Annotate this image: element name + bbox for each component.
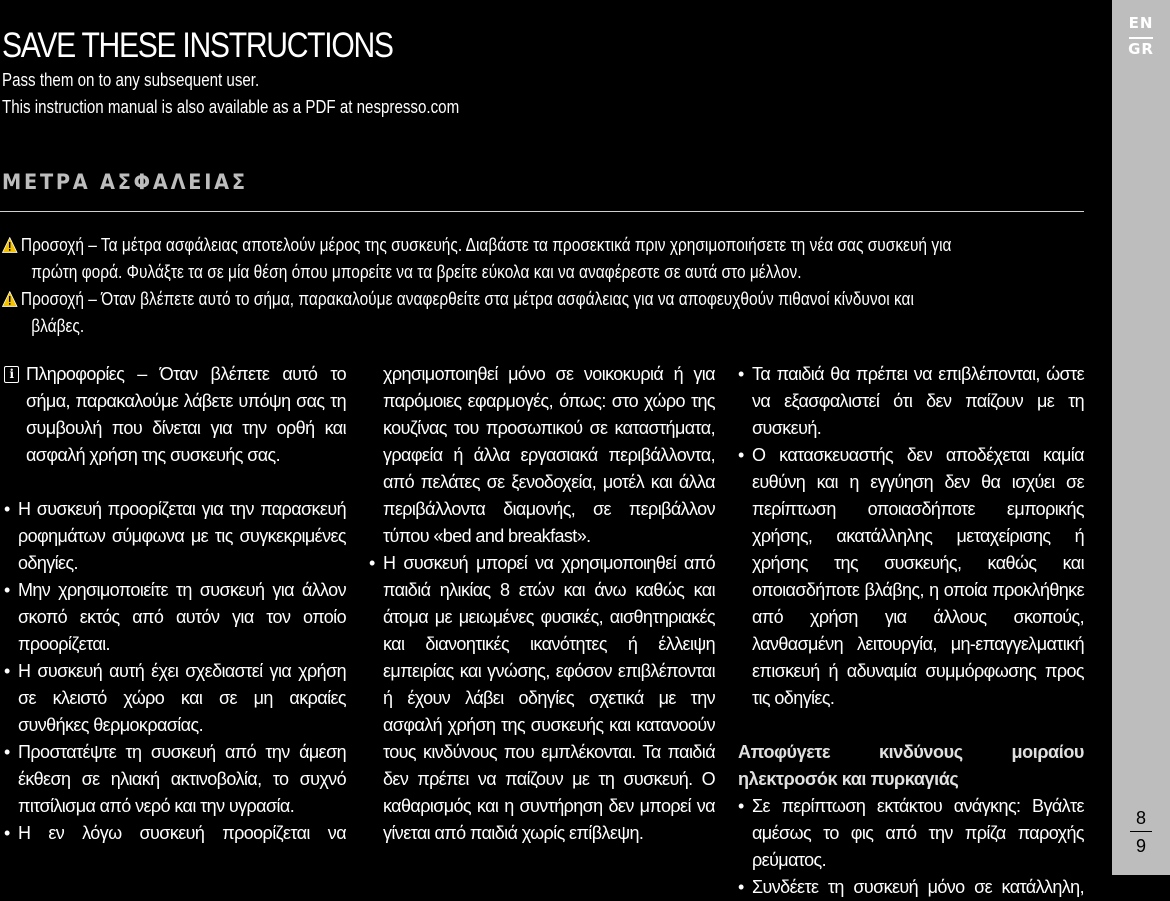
warning-text-line-2: βλάβες. xyxy=(31,316,85,336)
warning-block xyxy=(2,232,1097,286)
info-note-text: Πληροφορίες – Όταν βλέπετε αυτό το σήμα, παρακαλούμε λάβετε υπόψη σας τη συμβουλή που δίνεται για την ορθή και ασφαλή χρήση της συσκευής σας. xyxy=(26,364,346,465)
language-en-label[interactable]: EN xyxy=(1128,14,1154,32)
list-item xyxy=(4,577,346,658)
bullet-mark: • xyxy=(738,796,744,816)
bullet-mark: • xyxy=(4,580,10,600)
list-item-text: Σε περίπτωση εκτάκτου ανάγκης: Βγάλτε αμέσως το φις από την πρίζα παροχής ρεύματος. xyxy=(752,796,1084,870)
warning-block xyxy=(2,286,1097,340)
column-2 xyxy=(369,361,715,847)
warning-text-line-1: Προσοχή – Όταν βλέπετε αυτό το σήμα, παρακαλούμε αναφερθείτε στα μέτρα ασφάλειας για να αποφευχθούν πιθανοί κίνδυνοι και xyxy=(20,289,914,309)
warning-text-line-2: πρώτη φορά. Φυλάξτε τα σε μία θέση όπου μπορείτε να τα βρείτε εύκολα και να αναφέρεστε σε αυτά στο μέλλον. xyxy=(31,262,802,282)
list-item-text: Ο κατασκευαστής δεν αποδέχεται καμία ευθύνη και η εγγύηση δεν θα ισχύει σε περίπτωση οποιασδήποτε εμπορικής χρήσης, ακατάλληλης μεταχείρισης ή χρήσης της συσκευής, καθώς και οποιασδήποτε βλάβης, η οποία προκλήθηκε από χρήση για άλλους σκοπούς, λανθασμένη λειτουργία, μη-επαγγελματική επισκευή ή αδυναμία συμμόρφωσης προς τις οδηγίες. xyxy=(752,445,1084,708)
list-item-continuation xyxy=(369,361,715,550)
list-item xyxy=(4,658,346,739)
page-number-divider xyxy=(1130,831,1152,832)
warning-triangle-icon xyxy=(2,291,17,307)
page-title: SAVE THESE INSTRUCTIONS xyxy=(2,26,393,65)
list-item xyxy=(4,820,346,847)
list-item-text: Τα παιδιά θα πρέπει να επιβλέπονται, ώστε να εξασφαλιστεί ότι δεν παίζουν με τη συσκευή. xyxy=(752,364,1084,438)
page-number-left: 8 xyxy=(1135,808,1146,828)
list-item xyxy=(4,496,346,577)
warning-text-line-1: Προσοχή – Τα μέτρα ασφάλειας αποτελούν μέρος της συσκευής. Διαβάστε τα προσεκτικά πριν χρησιμοποιήσετε τη νέα σας συσκευή για xyxy=(20,235,952,255)
heading-divider xyxy=(0,211,1084,212)
bullet-mark: • xyxy=(4,742,10,762)
column-3 xyxy=(738,361,1084,901)
bullet-mark: • xyxy=(4,823,10,843)
subtitle-line-2: This instruction manual is also available as a PDF at nespresso.com xyxy=(2,97,460,117)
list-item-text: Η συσκευή αυτή έχει σχεδιαστεί για χρήση σε κλειστό χώρο και σε μη ακραίες συνθήκες θερμοκρασίας. xyxy=(18,661,346,735)
list-item-text: Συνδέετε τη συσκευή μόνο σε κατάλληλη, xyxy=(752,877,1084,897)
list-item-text: Προστατέψτε τη συσκευή από την άμεση έκθεση σε ηλιακή ακτινοβολία, το συχνό πιτσίλισμα από νερό και την υγρασία. xyxy=(18,742,346,816)
list-item-text: Η εν λόγω συσκευή προορίζεται να xyxy=(18,823,346,843)
page-number-right: 9 xyxy=(1135,836,1146,856)
list-item xyxy=(738,874,1084,901)
section-heading: ΜΕΤΡΑ ΑΣΦΑΛΕΙΑΣ xyxy=(2,170,248,194)
column-1 xyxy=(4,361,346,847)
bullet-mark: • xyxy=(369,553,375,573)
info-icon: i xyxy=(4,366,19,383)
bullet-mark: • xyxy=(4,661,10,681)
subsection-heading: Αποφύγετε κινδύνους μοιραίου ηλεκτροσόκ και πυρκαγιάς xyxy=(738,742,1084,789)
language-sidebar xyxy=(1112,0,1170,875)
list-item-text: Η συσκευή μπορεί να χρησιμοποιηθεί από παιδιά ηλικίας 8 ετών και άνω καθώς και άτομα με μειωμένες φυσικές, αισθητηριακές και διανοητικές ικανότητες ή έλλειψη εμπειρίας και γνώσης, εφόσον επιβλέπονται ή έχουν λάβει οδηγίες σχετικά με την ασφαλή χρήση της συσκευής και κατανοούν τους κινδύνους που εμπλέκονται. Τα παιδιά δεν πρέπει να παίζουν με τη συσκευή. Ο καθαρισμός και η συντήρηση δεν μπορεί να γίνεται από παιδιά χωρίς επίβλεψη. xyxy=(383,553,715,843)
language-gr-label[interactable]: GR xyxy=(1128,40,1154,58)
info-note xyxy=(4,361,346,469)
list-item-text: Η συσκευή προορίζεται για την παρασκευή ροφημάτων σύμφωνα με τις συγκεκριμένες οδηγίες. xyxy=(18,499,346,573)
list-item xyxy=(738,442,1084,712)
subtitle-line-1: Pass them on to any subsequent user. xyxy=(2,70,260,90)
bullet-mark: • xyxy=(738,877,744,897)
list-item-text: Μην χρησιμοποιείτε τη συσκευή για άλλον σκοπό εκτός από αυτόν για τον οποίο προορίζεται. xyxy=(18,580,346,654)
warning-triangle-icon xyxy=(2,237,17,253)
list-item xyxy=(738,361,1084,442)
list-item-text: χρησιμοποιηθεί μόνο σε νοικοκυριά ή για παρόμοιες εφαρμογές, όπως: στο χώρο της κουζίνας του προσωπικού σε καταστήματα, γραφεία ή άλλα εργασιακά περιβάλλοντα, από πελάτες σε ξενοδοχεία, μοτέλ και άλλα περιβάλλοντα διαμονής, σε περιβάλλον τύπου «bed and breakfast». xyxy=(383,364,715,546)
list-item xyxy=(4,739,346,820)
bullet-mark: • xyxy=(738,445,744,465)
list-item xyxy=(738,793,1084,874)
list-item xyxy=(369,550,715,847)
language-divider xyxy=(1129,37,1153,39)
bullet-mark: • xyxy=(4,499,10,519)
bullet-mark: • xyxy=(738,364,744,384)
